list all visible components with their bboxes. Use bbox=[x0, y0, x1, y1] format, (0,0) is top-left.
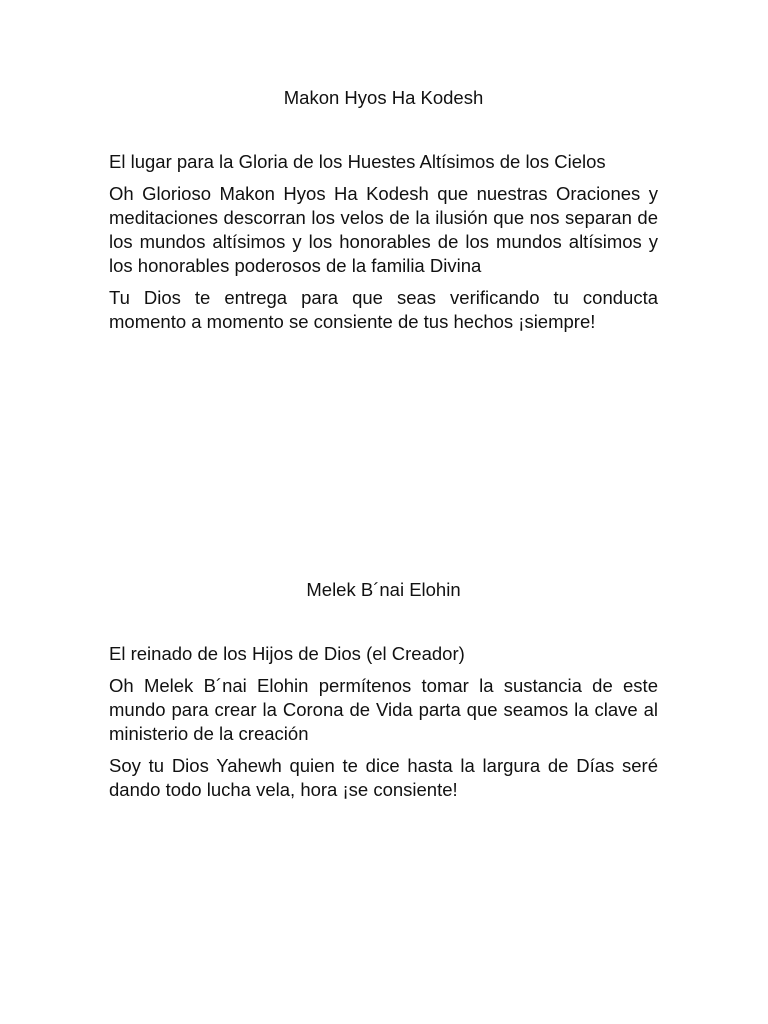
section-heading: Melek B´nai Elohin bbox=[306, 579, 461, 600]
section-subtitle: El reinado de los Hijos de Dios (el Creador) bbox=[109, 643, 465, 664]
prayer-paragraph: Oh Melek B´nai Elohin permítenos tomar la sustancia de este mundo para crear la Corona de Vida parta que seamos la clave al ministerio de la creación bbox=[109, 675, 658, 744]
closing-paragraph: Soy tu Dios Yahewh quien te dice hasta la largura de Días seré dando todo lucha vela, hora ¡se consiente! bbox=[109, 755, 658, 800]
section-subtitle: El lugar para la Gloria de los Huestes Altísimos de los Cielos bbox=[109, 151, 606, 172]
section-heading: Makon Hyos Ha Kodesh bbox=[283, 87, 484, 108]
section-melek-bnai bbox=[109, 578, 658, 810]
section-makon-hyos bbox=[109, 86, 658, 342]
closing-paragraph: Tu Dios te entrega para que seas verificando tu conducta momento a momento se consiente de tus hechos ¡siempre! bbox=[109, 287, 658, 332]
prayer-paragraph: Oh Glorioso Makon Hyos Ha Kodesh que nuestras Oraciones y meditaciones descorran los velos de la ilusión que nos separan de los mundos altísimos y los honorables de los mundos altísimos y los honorables poderosos de la familia Divina bbox=[109, 183, 658, 276]
